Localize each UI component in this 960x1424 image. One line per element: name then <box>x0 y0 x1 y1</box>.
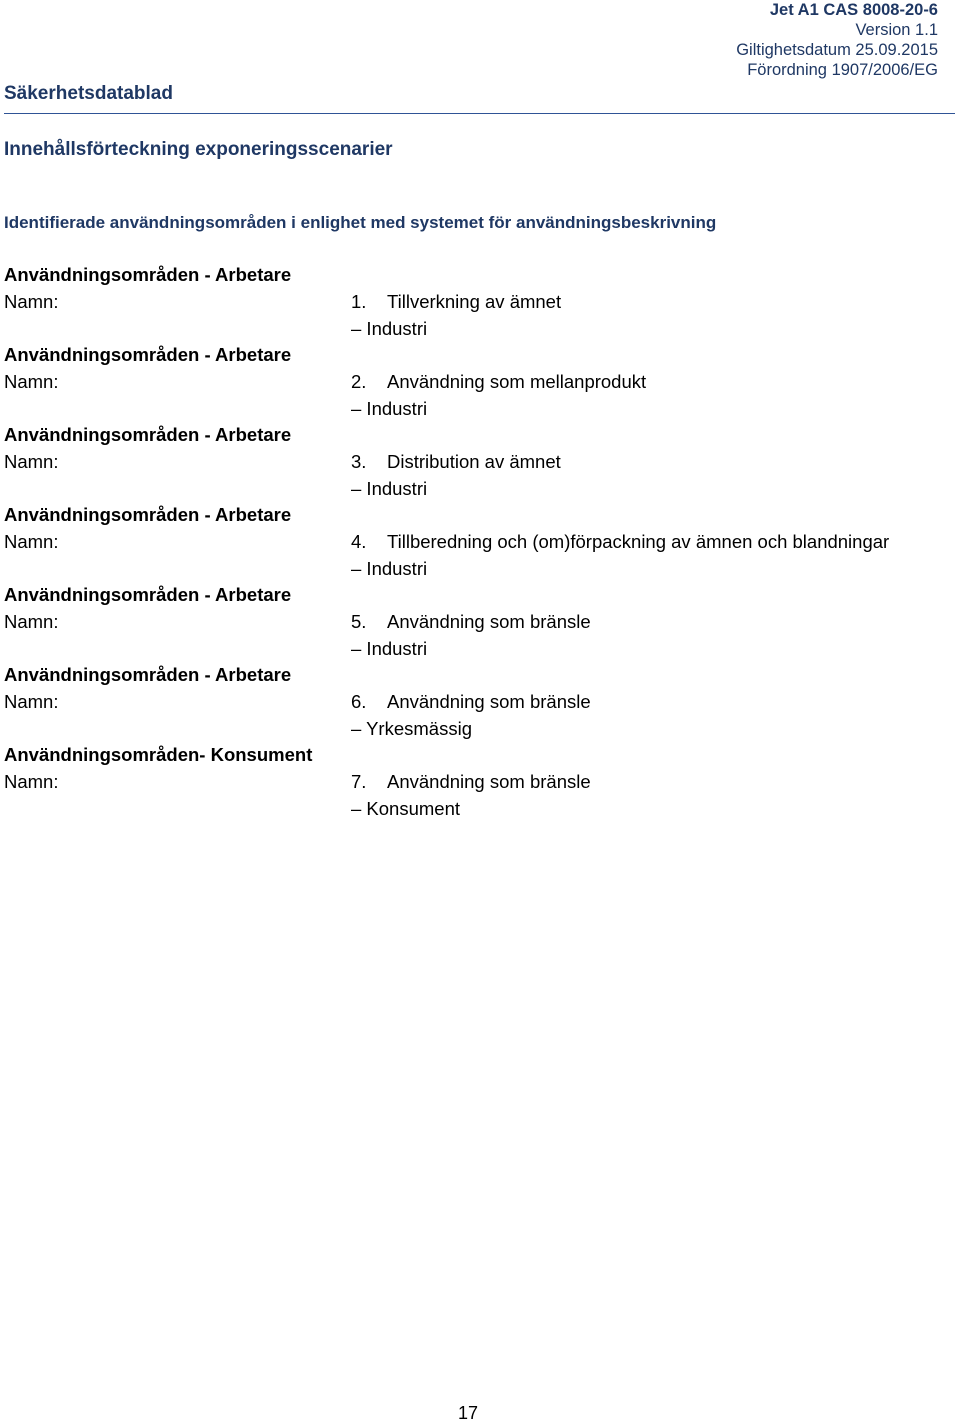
use-entry-6 <box>0 664 960 744</box>
header-divider <box>4 113 955 114</box>
entry-name-label: Namn: <box>4 531 59 552</box>
entry-number: 2. <box>351 371 367 392</box>
entry-number: 1. <box>351 291 367 312</box>
entry-category: Användningsområden - Arbetare <box>4 344 292 365</box>
entry-name-label: Namn: <box>4 291 59 312</box>
use-entry-7 <box>0 744 960 824</box>
use-entry-4 <box>0 504 960 584</box>
entry-sector: – Industri <box>351 638 428 659</box>
entry-sector: – Industri <box>351 398 428 419</box>
entry-name-label: Namn: <box>4 691 59 712</box>
entry-number: 4. <box>351 531 367 552</box>
header-info <box>736 0 938 80</box>
entry-number: 6. <box>351 691 367 712</box>
version: Version 1.1 <box>855 21 938 39</box>
entry-sector: – Industri <box>351 318 428 339</box>
use-entry-1 <box>0 264 960 344</box>
identified-uses-heading: Identifierade användningsområden i enlighet med systemet för användningsbeskrivning <box>4 213 717 232</box>
entry-title: Användning som bränsle <box>387 691 591 712</box>
entry-title: Användning som mellanprodukt <box>387 371 647 392</box>
use-entry-5 <box>0 584 960 664</box>
entry-number: 3. <box>351 451 367 472</box>
entry-title: Användning som bränsle <box>387 771 591 792</box>
entry-title: Användning som bränsle <box>387 611 591 632</box>
entry-number: 7. <box>351 771 367 792</box>
entry-title: Tillverkning av ämnet <box>387 291 562 312</box>
entry-category: Användningsområden- Konsument <box>4 744 313 765</box>
entry-name-label: Namn: <box>4 771 59 792</box>
entry-name-label: Namn: <box>4 451 59 472</box>
entry-title: Tillberedning och (om)förpackning av ämnen och blandningar <box>387 531 890 552</box>
entry-name-label: Namn: <box>4 371 59 392</box>
document-type: Säkerhetsdatablad <box>4 83 173 104</box>
product-id: Jet A1 CAS 8008-20-6 <box>769 1 938 19</box>
entry-category: Användningsområden - Arbetare <box>4 424 292 445</box>
regulation: Förordning 1907/2006/EG <box>747 61 938 79</box>
validity-date: Giltighetsdatum 25.09.2015 <box>736 41 938 59</box>
entry-sector: – Konsument <box>351 798 461 819</box>
entry-sector: – Yrkesmässig <box>351 718 472 739</box>
entry-number: 5. <box>351 611 367 632</box>
entry-category: Användningsområden - Arbetare <box>4 664 292 685</box>
page-number: 17 <box>458 1403 479 1423</box>
use-entry-2 <box>0 344 960 424</box>
entry-sector: – Industri <box>351 478 428 499</box>
entry-name-label: Namn: <box>4 611 59 632</box>
toc-title: Innehållsförteckning exponeringsscenarier <box>4 139 393 160</box>
entry-category: Användningsområden - Arbetare <box>4 504 292 525</box>
entry-sector: – Industri <box>351 558 428 579</box>
entry-category: Användningsområden - Arbetare <box>4 584 292 605</box>
use-entry-3 <box>0 424 960 504</box>
entry-title: Distribution av ämnet <box>387 451 561 472</box>
entry-category: Användningsområden - Arbetare <box>4 264 292 285</box>
